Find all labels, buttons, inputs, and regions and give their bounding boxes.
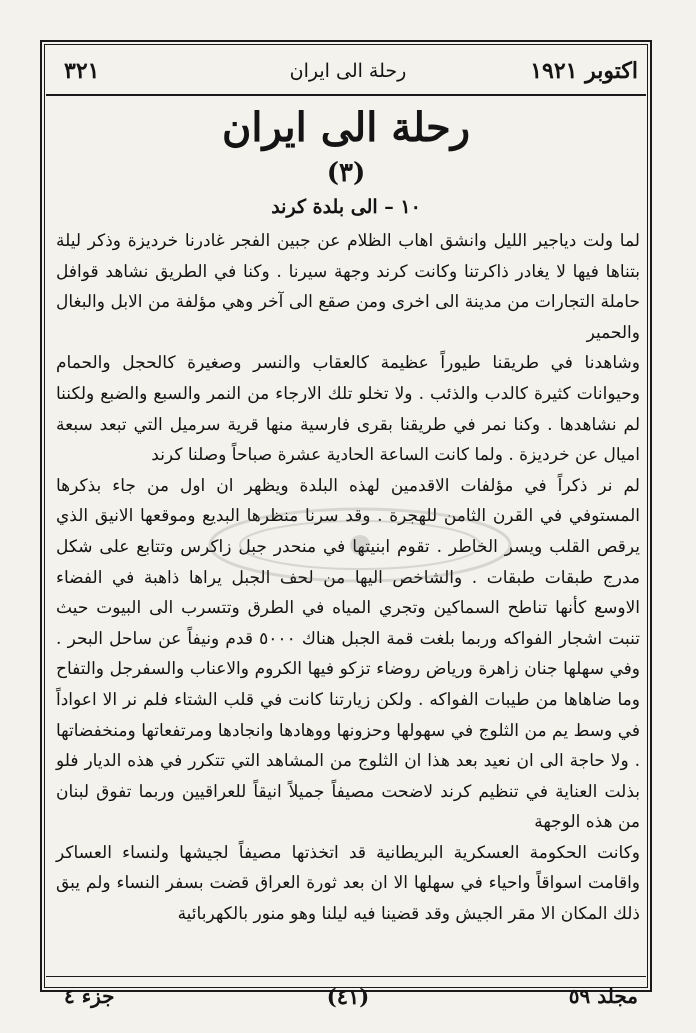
page-footer [52, 984, 644, 1018]
header-rule [46, 94, 646, 96]
footer-rule [46, 976, 646, 977]
footer-volume: مجلد ٥٩ [568, 984, 638, 1008]
article-part-number: (٣) [326, 158, 366, 188]
article-title: رحلة الى ايران [221, 104, 471, 151]
article-body [56, 226, 640, 972]
page-header [52, 54, 644, 94]
paragraph-3: لم نر ذكراً في مؤلفات الاقدمين لهذه البلدة ويظهر ان اول من جاء بذكرها المستوفي في القرن الثامن للهجرة . وقد سرنا منظرها البديع وموقعها الانيق الذي يرقص القلب ويسر الخاطر . تقوم ابنيتها في منحدر جبل زاكرس وتتابع على شكل مدرج طبقات طبقات . والشاخص اليها من لحف الجبل يراها ذاهبة في الفضاء الاوسع كأنها تناطح السماكين وتجري المياه في الطرق وتتسرب الى البيوت حيث تنبت اشجار الفواكه وربما بلغت قمة الجبل هناك ٥٠٠٠ قدم ونيفاً عن ساحل البحر . وفي سهلها جنان زاهرة ورياض روضاء تزكو فيها الكروم والاعناب والسفرجل والتفاح وما ضاهاها من طيبات الفواكه . ولكن زيارتنا كانت في قلب الشتاء فلم نر الا اعواداً في وسط يم من الثلوج في سهولها وحزونها ووهادها وانجادها ومرتفعاتها ومنخفضاتها . ولا حاجة الى ان نعيد بعد هذا ان الثلوج من المشاهد التي تتكرر في هذه الديار فلو بذلت العناية في تنظيم كرند لاضحت مصيفاً جميلاً انيقاً للعراقيين وربما تفوق لبنان من هذه الوجهة [56, 475, 640, 833]
footer-issue: (٤١) [326, 984, 370, 1009]
paragraph-2: وشاهدنا في طريقنا طيوراً عظيمة كالعقاب والنسر وصغيرة كالحجل والحمام وحيوانات كثيرة كالدب والذئب . ولا تخلو تلك الارجاء من النمر والسبع والضبع ولكننا لم نشاهدها . وكنا نمر في طريقنا بقرى فارسية منها قرية سرميل التي تبعد سبعة اميال عن خرديزة . ولما كانت الساعة الحادية عشرة صباحاً وصلنا كرند [56, 353, 640, 466]
paragraph-4: وكانت الحكومة العسكرية البريطانية قد اتخذتها مصيفاً لجيشها ولنساء العساكر واقامت اسواقاً واحياء في سهلها الا ان بعد ثورة العراق قضت بسفر النساء ولم يبق ذلك المكان الا مقر الجيش وقد قضينا فيه ليلنا وهو منور بالكهربائية [56, 842, 640, 925]
header-date: اكتوبر ١٩٢١ [530, 58, 638, 84]
running-title: رحلة الى ايران [289, 60, 407, 82]
paragraph-1: لما ولت دياجير الليل وانشق اهاب الظلام عن جبين الفجر غادرنا خرديزة وذكر ليلة بتناها فيها لا يغادر ذاكرتنا وكانت كرند وجهة سيرنا . وكنا في الطريق نشاهد قوافل حاملة التجارات من مدينة الى اخرى ومن صقع الى آخر وهي مؤلفة من الابل والبغال والحمير [56, 231, 640, 343]
footer-part: جزء ٤ [64, 984, 115, 1008]
section-heading: ١٠ – الى بلدة كرند [271, 196, 421, 218]
page-number: ٣٢١ [64, 58, 100, 84]
